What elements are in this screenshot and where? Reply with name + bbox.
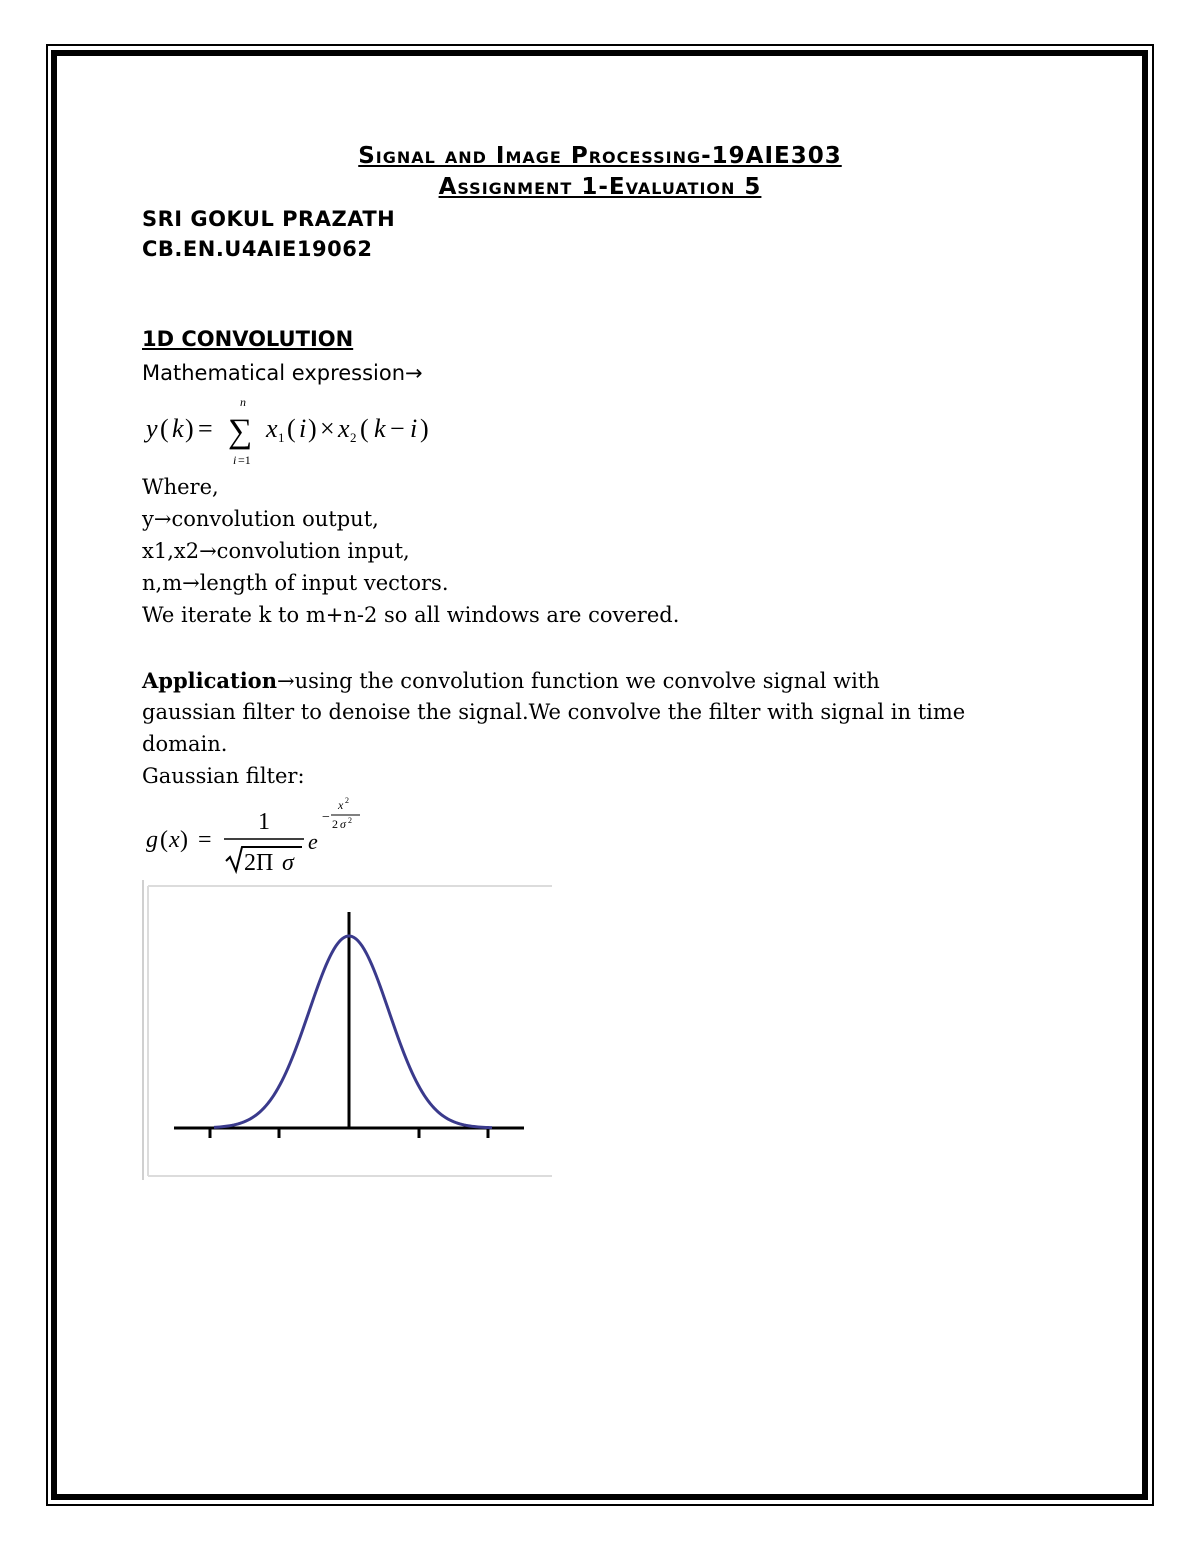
svg-text:(: ( [160,827,168,853]
svg-text:2: 2 [348,816,352,825]
gaussian-curve-figure [142,880,552,1180]
application-text: using the convolution function we convolve signal with [294,669,880,693]
svg-text:i: i [410,414,418,443]
svg-text:): ) [185,414,194,443]
svg-text:): ) [180,827,188,853]
math-expression-label: Mathematical expression→ [142,361,423,385]
document-subtitle: Assignment 1-Evaluation 5 [438,174,762,200]
svg-text:k: k [172,414,184,443]
application-paragraph-line [142,668,880,693]
svg-text:(: ( [360,414,369,443]
application-label: Application [142,668,277,693]
svg-text:σ: σ [340,817,346,831]
svg-text:−: − [322,810,330,825]
svg-text:k: k [374,414,386,443]
gaussian-equation [142,795,382,877]
svg-text:i: i [299,414,307,443]
definition-line: We iterate k to m+n-2 so all windows are covered. [142,603,680,627]
svg-text:=: = [198,414,213,443]
svg-text:∑: ∑ [228,413,253,450]
svg-text:): ) [420,414,429,443]
svg-text:=: = [198,827,212,853]
svg-text:y: y [146,414,158,443]
convolution-equation [142,392,462,468]
svg-text:σ: σ [282,850,294,876]
svg-text:2: 2 [345,796,349,805]
author-name: SRI GOKUL PRAZATH [142,207,396,231]
svg-text:e: e [308,829,318,854]
definition-line: y→convolution output, [142,507,379,531]
svg-text:g: g [146,827,158,853]
svg-text:x: x [338,414,350,443]
roll-number: CB.EN.U4AIE19062 [142,237,373,261]
svg-text:=1: =1 [238,453,251,467]
svg-text:): ) [308,414,317,443]
svg-text:1: 1 [278,430,285,445]
where-label: Where, [142,475,219,499]
arrow-glyph: → [276,669,295,693]
gaussian-filter-label: Gaussian filter: [142,764,305,788]
svg-text:i: i [233,453,237,467]
svg-text:n: n [240,395,246,409]
gaussian-curve [214,936,492,1128]
svg-text:2: 2 [350,430,357,445]
svg-text:x: x [338,798,344,812]
svg-text:2Π: 2Π [244,850,274,876]
svg-text:×: × [320,414,335,443]
svg-text:x: x [266,414,278,443]
svg-text:2: 2 [332,817,338,831]
document-title: Signal and Image Processing-19AIE303 [358,143,842,169]
definition-line: n,m→length of input vectors. [142,571,449,595]
application-paragraph-line: gaussian filter to denoise the signal.We convolve the filter with signal in time [142,700,966,724]
svg-text:−: − [390,414,405,443]
svg-text:x: x [169,827,180,853]
svg-text:(: ( [287,414,296,443]
svg-text:(: ( [160,414,169,443]
application-paragraph-line: domain. [142,732,228,756]
svg-text:1: 1 [258,809,270,835]
section-heading: 1D CONVOLUTION [142,327,354,351]
definition-line: x1,x2→convolution input, [142,539,410,563]
